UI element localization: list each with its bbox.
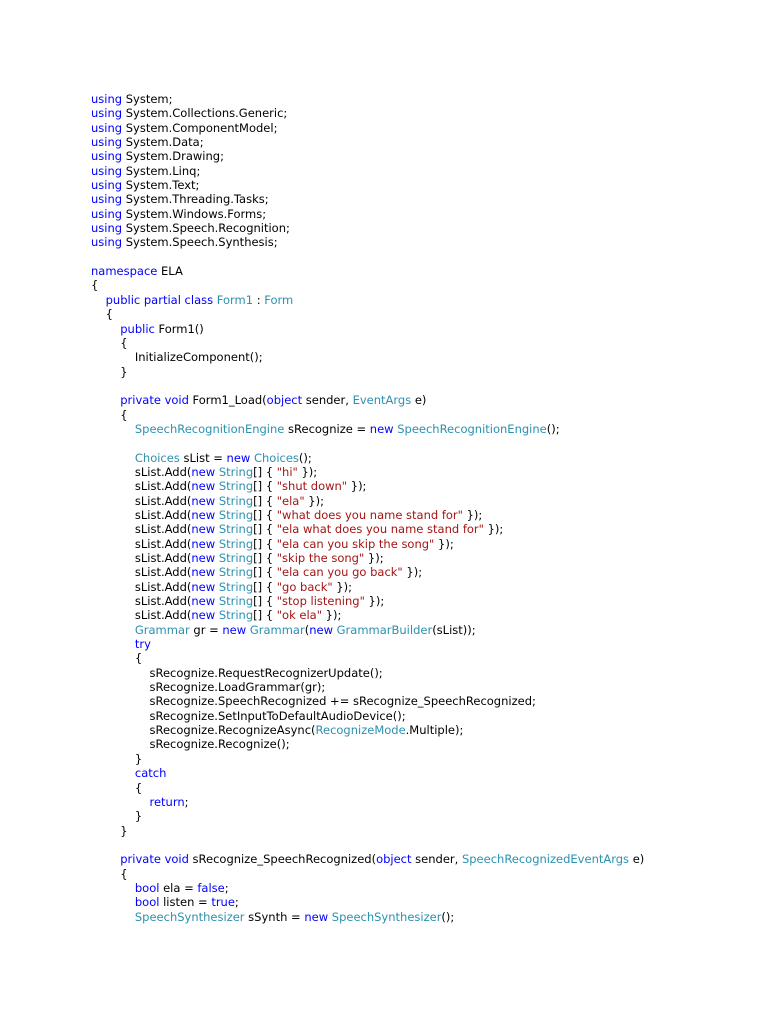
code-line [91,766,751,780]
code-line [91,494,751,508]
code-text: sList.Add( [91,579,192,594]
code-line [91,608,751,622]
code-text: ; [234,895,239,910]
code-keyword: using [91,192,123,207]
code-type-name: String [218,551,254,565]
code-line [91,565,751,579]
code-keyword: new [191,594,216,609]
code-keyword: catch [134,766,167,781]
code-text: sList.Add( [91,536,192,551]
code-line [91,365,751,379]
code-text: sList.Add( [91,493,192,508]
code-text: sList.Add( [91,464,192,479]
code-text: { [91,780,143,795]
code-line [91,92,751,106]
code-text [91,766,135,780]
code-text: (); [546,421,560,436]
code-line [91,235,751,249]
code-line [91,723,751,737]
code-text: ; [224,880,229,895]
code-text: .Multiple); [405,723,464,738]
code-text: System.Threading.Tasks; [122,192,269,207]
code-type-name: SpeechSynthesizer [331,909,442,924]
code-text: sList.Add( [91,522,192,537]
code-keyword: new [191,536,216,551]
code-text: sList.Add( [91,565,192,580]
code-text: [] { [253,493,277,508]
code-line [91,895,751,909]
code-text [91,451,135,465]
code-text [91,910,135,924]
code-string-literal: "ela can you skip the song" [276,536,435,551]
code-text: e) [629,852,645,867]
code-line [91,838,751,852]
code-type-name: SpeechRecognitionEngine [397,421,547,436]
code-text: } [91,809,143,824]
code-text: }); [364,551,384,565]
code-keyword: bool [134,880,160,895]
code-type-name: Choices [253,450,299,465]
code-text: [] { [253,565,277,580]
code-text: Form1_Load( [188,393,267,408]
code-line [91,867,751,881]
code-text [91,322,120,336]
code-text: { [91,278,99,293]
code-type-name: String [218,594,254,609]
code-keyword: new [304,909,329,924]
code-text: { [91,335,128,350]
code-line [91,307,751,321]
code-line [91,350,751,364]
code-text: sList = [179,450,227,465]
code-type-name: String [218,536,254,551]
code-keyword: false [197,880,225,895]
code-text: sList.Add( [91,507,192,522]
code-line [91,551,751,565]
code-keyword: new [226,450,251,465]
code-keyword: private void [120,393,189,408]
code-text [91,422,135,436]
code-text: [] { [253,507,277,522]
code-text: } [91,823,128,838]
code-keyword: new [309,622,333,637]
code-text: sRecognize.LoadGrammar(gr); [91,680,326,695]
code-text [91,895,135,909]
code-keyword: using [91,163,123,178]
code-text: System; [122,92,173,106]
code-text: sRecognize.SetInputToDefaultAudioDevice(); [91,708,406,723]
code-listing [91,92,751,924]
code-line [91,121,751,135]
code-text: sRecognize.Recognize(); [91,737,290,752]
code-line [91,293,751,307]
code-keyword: using [91,235,123,250]
code-text [91,852,120,866]
code-text: { [91,307,113,322]
code-keyword: using [91,221,123,236]
code-text [91,795,150,809]
code-line [91,207,751,221]
code-text: System.Speech.Recognition; [122,221,290,236]
code-type-name: Grammar [134,622,190,637]
code-text: }); [297,464,318,479]
code-keyword: namespace [91,264,158,279]
code-text: System.Text; [122,178,200,193]
code-text: }); [304,493,324,508]
code-line [91,637,751,651]
code-text: { [91,651,143,666]
code-string-literal: "ok ela" [276,608,322,623]
code-line [91,580,751,594]
code-keyword: private void [120,852,189,867]
code-type-name: SpeechSynthesizer [134,909,245,924]
code-text: InitializeComponent(); [91,350,263,365]
code-keyword: new [191,522,216,537]
code-string-literal: "ela can you go back" [276,565,403,580]
code-line [91,752,751,766]
code-text: [] { [253,594,277,609]
code-text: (sList)); [432,622,476,637]
code-line [91,422,751,436]
code-text: ELA [157,264,183,279]
code-line [91,264,751,278]
code-text: sender, [302,393,353,408]
code-keyword: try [134,637,151,652]
code-keyword: new [191,464,216,479]
code-text: { [91,407,128,422]
code-line [91,651,751,665]
code-type-name: String [218,464,254,479]
code-type-name: EventArgs [352,393,412,408]
code-line [91,809,751,823]
code-text: (); [441,909,455,924]
code-text: : [253,292,265,307]
code-keyword: new [369,421,394,436]
code-type-name: GrammarBuilder [336,622,433,637]
code-text: } [91,364,128,379]
code-text: { [91,866,128,881]
code-keyword: new [191,507,216,522]
code-keyword: new [191,493,216,508]
code-string-literal: "ela what does you name stand for" [276,522,484,537]
code-keyword: using [91,206,123,221]
code-text: e) [411,393,427,408]
code-text [91,293,106,307]
code-keyword: return [149,794,185,809]
code-text: }); [434,536,454,551]
code-string-literal: "what does you name stand for" [276,507,463,522]
code-text [91,393,120,407]
code-keyword: using [91,149,123,164]
code-text: sList.Add( [91,594,192,609]
code-text: ( [304,622,310,637]
code-text [91,637,135,651]
code-text: }); [322,608,342,623]
code-line [91,451,751,465]
code-keyword: using [91,106,123,121]
code-string-literal: "hi" [276,464,298,479]
code-type-name: String [218,507,254,522]
code-line [91,149,751,163]
code-type-name: String [218,579,254,594]
code-text: } [91,751,143,766]
code-string-literal: "skip the song" [276,551,365,565]
code-line [91,852,751,866]
code-text: sRecognize.RecognizeAsync( [91,723,316,738]
code-line [91,336,751,350]
code-keyword: true [211,895,235,910]
code-line [91,164,751,178]
code-text: }); [462,507,483,522]
code-text: System.Drawing; [122,149,224,164]
code-line [91,680,751,694]
code-text: System.Collections.Generic; [122,106,288,121]
code-line [91,479,751,493]
code-text: System.Linq; [122,163,201,178]
code-keyword: new [191,579,216,594]
code-type-name: String [218,608,254,623]
code-keyword: new [222,622,247,637]
code-text: listen = [159,895,212,910]
code-line [91,522,751,536]
code-text: }); [402,565,423,580]
code-text [91,623,135,637]
code-type-name: String [218,522,254,537]
code-line [91,278,751,292]
code-text: [] { [253,464,277,479]
code-type-name: String [218,479,254,494]
code-line [91,881,751,895]
code-line [91,465,751,479]
code-line [91,322,751,336]
code-type-name: Grammar [249,622,305,637]
code-text: System.Speech.Synthesis; [122,235,278,250]
code-type-name: String [218,565,254,580]
code-line [91,694,751,708]
code-text: sender, [411,852,462,867]
code-text: sRecognize.SpeechRecognized += sRecognize_SpeechRecognized; [91,694,536,709]
code-line [91,436,751,450]
code-text: }); [483,522,504,537]
code-keyword: bool [134,895,160,910]
code-type-name: Choices [134,450,180,465]
code-text: ; [184,794,189,809]
code-string-literal: "shut down" [276,479,348,494]
code-string-literal: "ela" [276,493,305,508]
code-text: [] { [253,551,277,565]
code-text: sList.Add( [91,551,192,565]
code-text: System.ComponentModel; [122,120,278,135]
code-keyword: new [191,608,216,623]
code-keyword: new [191,565,216,580]
code-text: sSynth = [244,909,305,924]
code-type-name: String [218,493,254,508]
code-line [91,795,751,809]
code-text: sRecognize.RequestRecognizerUpdate(); [91,665,383,680]
code-line [91,623,751,637]
code-text: gr = [189,622,223,637]
code-line [91,221,751,235]
code-line [91,781,751,795]
code-keyword: new [191,479,216,494]
code-line [91,709,751,723]
code-text: }); [364,594,385,609]
code-keyword: using [91,92,123,106]
code-line [91,508,751,522]
code-text: System.Data; [122,135,204,150]
code-text: (); [298,450,312,465]
code-line [91,408,751,422]
code-text: [] { [253,522,277,537]
code-text: sRecognize = [284,421,370,436]
code-line [91,250,751,264]
code-text [91,881,135,895]
code-string-literal: "stop listening" [276,594,365,609]
code-keyword: object [376,852,412,867]
code-line [91,666,751,680]
code-text: sList.Add( [91,479,192,494]
code-keyword: object [266,393,303,408]
code-line [91,594,751,608]
code-keyword: new [191,551,216,565]
code-line [91,106,751,120]
code-keyword: using [91,135,123,150]
code-text: }); [332,579,352,594]
code-line [91,824,751,838]
code-line [91,537,751,551]
code-line [91,192,751,206]
code-line [91,135,751,149]
code-type-name: RecognizeMode [315,723,406,738]
code-type-name: Form [264,292,294,307]
code-text: [] { [253,579,277,594]
code-line [91,178,751,192]
code-line [91,910,751,924]
code-text: [] { [253,608,277,623]
code-keyword: public [120,321,155,336]
code-text: }); [347,479,367,494]
code-keyword: public partial class [105,292,214,307]
code-line [91,379,751,393]
code-type-name: Form1 [216,292,254,307]
code-text: sRecognize_SpeechRecognized( [188,852,377,867]
code-line [91,393,751,407]
code-text: [] { [253,536,277,551]
code-text: ela = [159,880,198,895]
code-text: System.Windows.Forms; [122,206,267,221]
code-type-name: SpeechRecognizedEventArgs [461,852,630,867]
code-type-name: SpeechRecognitionEngine [134,421,285,436]
code-string-literal: "go back" [276,579,333,594]
code-line [91,737,751,751]
code-keyword: using [91,178,123,193]
code-text: Form1() [154,321,204,336]
code-keyword: using [91,120,123,135]
code-text: [] { [253,479,277,494]
code-text: sList.Add( [91,608,192,623]
